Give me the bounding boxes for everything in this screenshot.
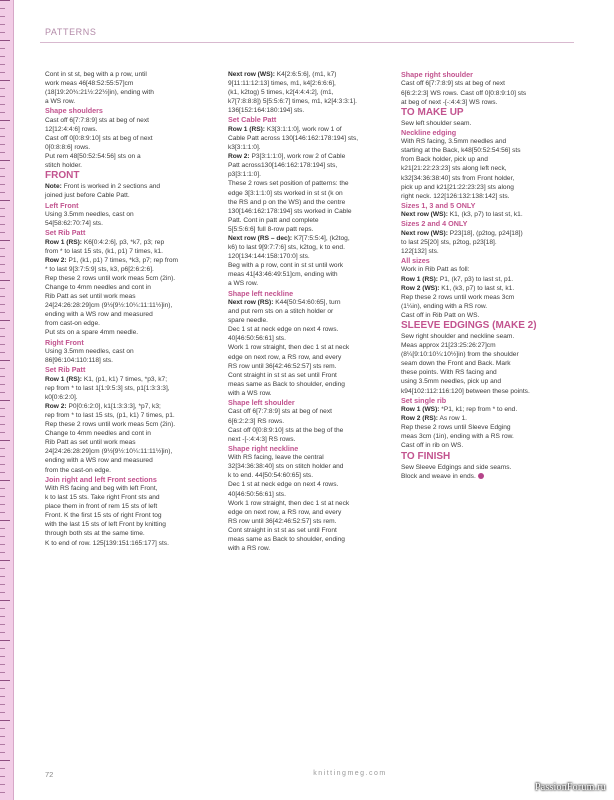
instruction-line — [45, 375, 213, 384]
body-text: k0[0:6:2:0]. — [45, 393, 78, 401]
body-text: Dec 1 st at neck edge on next 4 rows. — [228, 481, 339, 489]
body-text: (18[19:20¾:21½:22½]in), ending with — [45, 89, 154, 97]
instruction-line — [45, 182, 213, 191]
body-text: starting at the Back, k48[50:52:54:56] sts — [401, 147, 521, 155]
body-text: Cast off 0[0:8:9:10] sts at the beg of the — [228, 426, 344, 434]
row-label: Row 2: — [228, 153, 250, 161]
body-text: k to end. 44[50:54:60:65] sts. — [228, 472, 314, 480]
body-text: Cont straight in st st as set until Front — [228, 526, 337, 534]
body-text: (k1, k2tog) 5 times, k2[4:4:4:2], (m1, — [228, 89, 334, 97]
body-text: * to last 9[3:7:5:9] sts, k3, p6[2:6:2:6]. — [45, 265, 154, 273]
yarn-ball-icon — [478, 473, 484, 479]
instruction-text: As row 1. — [438, 415, 467, 423]
subheading: Sizes 1, 3 and 5 ONLY — [401, 200, 476, 210]
subheading: Shape left neckline — [228, 288, 294, 298]
body-text: rep from * to last 15 sts, (p1, k1) 7 times, p1. — [45, 411, 175, 419]
body-text: 136[152:164:180:194] sts. — [228, 107, 305, 115]
row-label: Row 1 (RS): — [401, 275, 438, 283]
instruction-text: K1, (k3, p7) to last st, k1. — [439, 284, 515, 292]
body-text: k94[102:112:116:120] between these points. — [401, 387, 530, 395]
instruction-line — [401, 275, 566, 284]
subheading: Neckline edging — [401, 127, 457, 137]
instruction-text: K6[0:4:2:6], p3, *k7, p3; rep — [82, 238, 165, 246]
body-text: Cont straight in st st as set until Front — [228, 371, 337, 379]
body-text: Meas approx 21[23:25:26:27]cm — [401, 342, 496, 350]
body-text: stitch holder. — [45, 162, 83, 170]
column-2 — [228, 70, 388, 553]
body-text: meas 3cm (1in), ending with a RS row. — [401, 433, 514, 441]
body-text: Patt. Cont in patt and complete — [228, 216, 319, 224]
body-text: right neck. 122[126:132:138:142] sts. — [401, 192, 510, 200]
instruction-text: K1, (p1, k1) 7 times, *p3, k7; — [82, 375, 168, 383]
instruction-line — [45, 256, 213, 265]
instruction-text: K1, (k3, p7) to last st, k1. — [447, 211, 523, 219]
instruction-text: P1, (k1, p1) 7 times, *k3, p7; rep from — [66, 256, 179, 264]
body-text: spare needle. — [228, 317, 268, 325]
body-text: with a WS row. — [228, 389, 272, 397]
body-text: ending with a WS row and measured — [45, 311, 153, 319]
row-label: Row 2: — [45, 402, 67, 410]
subheading: Join right and left Front sections — [45, 474, 157, 484]
body-text: work meas 46[48:52:55:57]cm — [45, 80, 134, 88]
subheading: Right Front — [45, 337, 84, 347]
section-heading: FRONT — [45, 170, 80, 182]
row-label: Next row (WS): — [401, 229, 448, 237]
body-text: meas same as Back to shoulder, ending — [228, 380, 345, 388]
body-text: Sew Sleeve Edgings and side seams. — [401, 463, 512, 471]
body-text: Work in Rib Patt as foll: — [401, 266, 470, 274]
body-text: (1¼in), ending with a RS row. — [401, 302, 488, 310]
body-text: k6) to last 9[9:7:7:6] sts, k2tog, k to end. — [228, 244, 345, 252]
body-text: Cast off in rib on WS. — [401, 442, 464, 450]
instruction-line — [228, 152, 388, 161]
body-text: meas 41[43:46:49:51]cm, ending with — [228, 271, 338, 279]
body-text: Using 3.5mm needles, cast on — [45, 210, 134, 218]
body-text: 6[6:2:2:3] RS rows. — [228, 417, 285, 425]
body-text: (8¼[9:10:10¼:10½]in) from the shoulder — [401, 351, 519, 359]
row-label: Row 2 (WS): — [401, 284, 440, 292]
site-name: knittingmeg.com — [313, 770, 387, 777]
ruler-major-ticks — [0, 0, 13, 800]
body-text: 24[24:26:28:29]cm (9½[9½:10¼:11:11½]in), — [45, 448, 173, 456]
instruction-text: Front is worked in 2 sections and — [61, 183, 161, 191]
section-heading: TO MAKE UP — [401, 106, 464, 118]
body-text: and put rem sts on a stitch holder or — [228, 308, 334, 316]
body-text: p3[3:1:1:0]. — [228, 171, 261, 179]
body-text: With RS facing and beg with left Front, — [45, 485, 158, 492]
instruction-line — [401, 405, 566, 414]
closing-text: Block and weave in ends. — [401, 472, 476, 480]
instruction-line — [401, 229, 566, 238]
body-text: edge 3[3:1:1:0] sts worked in st st (k on — [228, 189, 343, 197]
body-text: 40[46:50:56:61] sts. — [228, 490, 286, 498]
body-text: from cast-on edge. — [45, 320, 100, 328]
body-text: through both sts at the same time. — [45, 530, 145, 538]
closing-line — [401, 472, 566, 481]
row-label: Note: — [45, 183, 62, 191]
body-text: using 3.5mm needles, pick up and — [401, 378, 502, 386]
instruction-line — [401, 284, 566, 293]
row-label: Next row (WS): — [228, 71, 275, 78]
section-heading: SLEEVE EDGINGS (MAKE 2) — [401, 320, 537, 331]
body-text: Work 1 row straight, then dec 1 st at neck — [228, 499, 350, 507]
body-text: With RS facing, 3.5mm needles and — [401, 138, 507, 146]
body-text: Rib Patt as set until work meas — [45, 439, 136, 447]
body-text: Dec 1 st at neck edge on next 4 rows. — [228, 326, 339, 334]
body-text: Rep these 2 rows until work meas 3cm — [401, 293, 515, 301]
body-text: the RS and p on the WS) and the centre — [228, 198, 346, 206]
instruction-text: P3[3:1:1:0], work row 2 of Cable — [249, 153, 346, 161]
subheading: Left Front — [45, 200, 79, 210]
body-text: k7[7:8:8:8]) 5[5:5:6:7] times, m1, k2[4:3:3:1]. — [228, 98, 358, 106]
body-text: meas same as Back to shoulder, ending — [228, 536, 345, 544]
instruction-line — [401, 210, 566, 219]
instruction-text: P23[18], (p2tog, p24[18]) — [447, 229, 523, 237]
body-text: Work 1 row straight, then dec 1 st at neck — [228, 344, 350, 352]
body-text: 5[5:5:6:6] full 8-row patt reps. — [228, 225, 314, 233]
header-divider — [40, 42, 574, 43]
body-text: Cable Patt across 130[146:162:178:194] sts, — [228, 134, 359, 142]
body-text: Put rem 48[50:52:54:56] sts on a — [45, 153, 141, 161]
body-text: 32[34:36:38:40] sts on stitch holder and — [228, 463, 344, 471]
subheading: Shape right shoulder — [401, 70, 473, 79]
body-text: 130[146:162:178:194] sts worked in Cable — [228, 207, 352, 215]
body-text: Beg with a p row, cont in st st until work — [228, 262, 344, 270]
body-text: Sew right shoulder and neckline seam. — [401, 333, 515, 340]
body-text: from * to last 15 sts, (k1, p1) 7 times, k1. — [45, 247, 163, 255]
instruction-line — [228, 70, 388, 79]
body-text: 24[24:26:28:29]cm (9½[9½:10¼:11:11½]in), — [45, 302, 173, 310]
instruction-line — [228, 298, 388, 307]
body-text: Cast off 6[7:7:8:9] sts at beg of next — [401, 80, 505, 88]
body-text: K to end of row. 125[139:151:165:177] sts. — [45, 539, 169, 547]
body-text: 40[46:50:56:61] sts. — [228, 335, 286, 343]
ruler-edge — [13, 0, 14, 800]
row-label: Row 1 (WS): — [401, 406, 440, 414]
body-text: from the cast-on edge. — [45, 466, 111, 474]
body-text: seam down the Front and Back. Mark — [401, 360, 511, 368]
body-text: 120[134:144:158:170:0] sts. — [228, 253, 310, 261]
body-text: 9[11:11:12:13] times, m1, k4[2:6:6:6], — [228, 80, 336, 88]
body-text: k32[34:36:38:40] sts from Front holder, — [401, 174, 515, 182]
body-text: 12[12:4:4:6] rows. — [45, 125, 98, 133]
body-text: edge on next row, a RS row, and every — [228, 508, 342, 516]
body-text: Front. K the first 15 sts of right Front tog — [45, 512, 162, 520]
body-text: rep from * to last 1[1:9:5:3] sts, p1[1:3:3:3], — [45, 384, 170, 392]
body-text: Cast off 0[0:8:9:10] sts at beg of next — [45, 134, 153, 142]
row-label: Row 1 (RS): — [45, 375, 82, 383]
body-text: Cont in st st, beg with a p row, until — [45, 71, 147, 78]
body-text: with a RS row. — [228, 545, 271, 553]
subheading: Shape left shoulder — [228, 398, 295, 407]
body-text: these points. With RS facing and — [401, 369, 497, 377]
row-label: Next row (WS): — [401, 211, 448, 219]
body-text: k3[3:1:1:0]. — [228, 144, 261, 152]
body-text: RS row until 36[42:46:52:57] sts rem. — [228, 362, 337, 370]
row-label: Row 2: — [45, 256, 67, 264]
instruction-line — [228, 234, 388, 243]
subheading: Set Rib Patt — [45, 228, 86, 238]
subheading: Set single rib — [401, 395, 447, 405]
body-text: Change to 4mm needles and cont in — [45, 284, 151, 291]
subheading: Shape right neckline — [228, 443, 299, 453]
body-text: from Back holder, pick up and — [401, 156, 488, 164]
body-text: to last 25[20] sts, p2tog, p23[18]. — [401, 238, 497, 246]
body-text: 122[132] sts. — [401, 247, 439, 255]
instruction-text: K7[7:5:5:4], (k2tog, — [292, 235, 350, 242]
body-text: These 2 rows set position of patterns: the — [228, 180, 349, 188]
subheading: Set Cable Patt — [228, 115, 277, 125]
page-number: 72 — [45, 770, 54, 779]
body-text: next -[-:4:4:3] RS rows. — [228, 435, 296, 443]
instruction-text: K3[3:1:1:0], work row 1 of — [265, 125, 342, 133]
body-text: Rep these 2 rows until work meas 5cm (2in). — [45, 421, 176, 429]
body-text: a WS row. — [228, 280, 259, 288]
body-text: at beg of next -[-:4:4:3] WS rows. — [401, 98, 498, 106]
body-text: k21[21:22:23:23] sts along left neck, — [401, 165, 507, 173]
section-label: PATTERNS — [45, 27, 97, 37]
body-text: joined just before Cable Patt. — [45, 192, 130, 200]
column-3 — [401, 70, 566, 481]
body-text: Put sts on a spare 4mm needle. — [45, 329, 139, 337]
body-text: k to last 15 sts. Take right Front sts and — [45, 494, 160, 502]
body-text: 0[0:8:8:6] rows. — [45, 144, 91, 152]
body-text: RS row until 36[42:46:52:57] sts rem. — [228, 517, 337, 525]
subheading: Set Rib Patt — [45, 365, 86, 375]
body-text: edge on next row, a RS row, and every — [228, 353, 342, 361]
row-label: Row 1 (RS): — [45, 238, 82, 246]
subheading: All sizes — [401, 256, 430, 266]
body-text: Using 3.5mm needles, cast on — [45, 347, 134, 355]
body-text: Cast off 6[7:7:8:9] sts at beg of next — [228, 408, 332, 416]
body-text: Sew left shoulder seam. — [401, 119, 472, 127]
body-text: Cast off 6[7:7:8:9] sts at beg of next — [45, 116, 149, 124]
body-text: Rep these 2 rows until Sleeve Edging — [401, 424, 511, 432]
row-label: Next row (RS): — [228, 298, 274, 306]
body-text: Patt across130[146:162:178:194] sts, — [228, 162, 338, 170]
body-text: pick up and k21[21:22:23:23] sts along — [401, 183, 514, 191]
body-text: ending with a WS row and measured — [45, 457, 153, 465]
column-1 — [45, 70, 213, 548]
instruction-line — [401, 414, 566, 423]
body-text: 86[96:104:110:118] sts. — [45, 357, 113, 365]
instruction-line — [45, 238, 213, 247]
row-label: Next row (RS – dec): — [228, 235, 293, 242]
instruction-line — [228, 125, 388, 134]
body-text: 54[58:62:70:74] sts. — [45, 220, 103, 228]
subheading: Sizes 2 and 4 ONLY — [401, 219, 468, 229]
instruction-text: P0[0:6:2:0], k1[1:3:3:3], *p7, k3; — [66, 402, 161, 410]
watermark: PassionForum.ru — [534, 782, 606, 793]
instruction-text: K44[50:54:60:65], turn — [273, 298, 341, 306]
body-text: 6[6:2:2:3] WS rows. Cast off 0[0:8:9:10] sts — [401, 89, 527, 97]
instruction-text: K4[2:6:5:6], (m1, k7) — [274, 71, 337, 78]
section-heading: TO FINISH — [401, 450, 451, 462]
body-text: With RS facing, leave the central — [228, 454, 324, 462]
subheading: Shape shoulders — [45, 106, 103, 116]
body-text: place them in front of rem 15 sts of left — [45, 503, 158, 511]
row-label: Row 2 (RS): — [401, 415, 438, 423]
instruction-line — [45, 402, 213, 411]
row-label: Row 1 (RS): — [228, 125, 265, 133]
body-text: with the last 15 sts of left Front by knitting — [45, 521, 166, 529]
body-text: Cast off in Rib Patt on WS. — [401, 311, 480, 319]
body-text: Rep these 2 rows until work meas 5cm (2in). — [45, 274, 176, 282]
instruction-text: P1, (k7, p3) to last st, p1. — [438, 275, 514, 283]
body-text: a WS row. — [45, 98, 76, 106]
body-text: Rib Patt as set until work meas — [45, 293, 136, 301]
instruction-text: *P1, k1; rep from * to end. — [439, 406, 518, 414]
body-text: Change to 4mm needles and cont in — [45, 430, 151, 438]
